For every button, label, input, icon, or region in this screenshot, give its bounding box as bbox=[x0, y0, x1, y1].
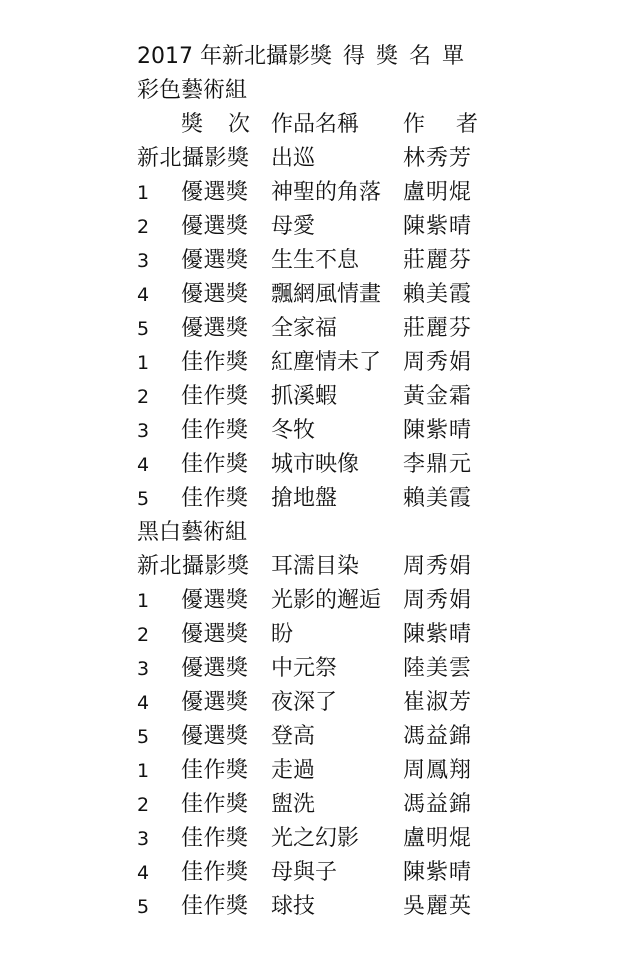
table-row bbox=[0, 686, 640, 720]
author-name: 陳紫晴 bbox=[403, 860, 473, 885]
award-type: 佳作獎 bbox=[181, 758, 249, 783]
work-title: 紅塵情未了 bbox=[271, 350, 382, 375]
rank-number: 2 bbox=[137, 386, 150, 408]
section-name: 彩色藝術組 bbox=[137, 78, 248, 103]
author-name: 吳麗英 bbox=[403, 894, 473, 919]
table-row bbox=[0, 346, 640, 380]
author-name: 李鼎元 bbox=[403, 452, 473, 477]
top-award-name: 新北攝影獎 bbox=[137, 554, 250, 579]
author-name: 周秀娟 bbox=[403, 588, 473, 613]
table-row bbox=[0, 652, 640, 686]
title-prefix: 2017 年新北攝影獎 bbox=[137, 44, 332, 69]
column-headers bbox=[0, 108, 640, 142]
award-type: 佳作獎 bbox=[181, 792, 249, 817]
title-suffix: 得 獎 名 單 bbox=[343, 44, 466, 69]
award-type: 優選獎 bbox=[181, 656, 249, 681]
table-row bbox=[0, 584, 640, 618]
author-name: 周秀娟 bbox=[403, 350, 473, 375]
table-row bbox=[0, 312, 640, 346]
award-type: 佳作獎 bbox=[181, 350, 249, 375]
work-title: 光之幻影 bbox=[271, 826, 360, 851]
table-row bbox=[0, 822, 640, 856]
rank-number: 3 bbox=[137, 828, 150, 850]
rank-number: 5 bbox=[137, 488, 150, 510]
top-award-row-color bbox=[0, 142, 640, 176]
table-row bbox=[0, 448, 640, 482]
author-name: 莊麗芬 bbox=[403, 316, 473, 341]
award-type: 優選獎 bbox=[181, 622, 249, 647]
award-type: 優選獎 bbox=[181, 282, 249, 307]
author-name: 陸美雲 bbox=[403, 656, 473, 681]
table-row bbox=[0, 278, 640, 312]
award-type: 優選獎 bbox=[181, 588, 249, 613]
work-title: 盥洗 bbox=[271, 792, 316, 817]
author-name: 陳紫晴 bbox=[403, 418, 473, 443]
table-row bbox=[0, 244, 640, 278]
award-type: 優選獎 bbox=[181, 248, 249, 273]
work-title: 球技 bbox=[271, 894, 316, 919]
section-name: 黑白藝術組 bbox=[137, 520, 248, 545]
work-title: 中元祭 bbox=[271, 656, 338, 681]
author-name: 黃金霜 bbox=[403, 384, 473, 409]
rank-number: 4 bbox=[137, 862, 150, 884]
top-award-row-bw bbox=[0, 550, 640, 584]
author-name: 馮益錦 bbox=[403, 724, 473, 749]
rank-number: 1 bbox=[137, 590, 150, 612]
author-name: 崔淑芳 bbox=[403, 690, 473, 715]
author-name: 賴美霞 bbox=[403, 486, 473, 511]
author-name: 盧明焜 bbox=[403, 826, 473, 851]
author-name: 盧明焜 bbox=[403, 180, 473, 205]
table-row bbox=[0, 754, 640, 788]
table-row bbox=[0, 788, 640, 822]
award-type: 優選獎 bbox=[181, 690, 249, 715]
author-name: 陳紫晴 bbox=[403, 622, 473, 647]
author-name: 林秀芳 bbox=[403, 146, 473, 171]
table-row bbox=[0, 720, 640, 754]
author-name: 馮益錦 bbox=[403, 792, 473, 817]
award-type: 佳作獎 bbox=[181, 826, 249, 851]
section-heading-bw bbox=[0, 516, 640, 550]
author-name: 賴美霞 bbox=[403, 282, 473, 307]
rank-number: 5 bbox=[137, 726, 150, 748]
award-type: 優選獎 bbox=[181, 724, 249, 749]
section-heading-color bbox=[0, 74, 640, 108]
award-type: 佳作獎 bbox=[181, 894, 249, 919]
work-title: 神聖的角落 bbox=[271, 180, 382, 205]
rank-number: 4 bbox=[137, 284, 150, 306]
author-name: 陳紫晴 bbox=[403, 214, 473, 239]
table-row bbox=[0, 380, 640, 414]
rank-number: 3 bbox=[137, 420, 150, 442]
work-title: 夜深了 bbox=[271, 690, 338, 715]
table-row bbox=[0, 890, 640, 924]
work-title: 耳濡目染 bbox=[271, 554, 360, 579]
work-title: 冬牧 bbox=[271, 418, 316, 443]
author-name: 周秀娟 bbox=[403, 554, 473, 579]
award-type: 優選獎 bbox=[181, 316, 249, 341]
rank-number: 3 bbox=[137, 658, 150, 680]
rank-number: 1 bbox=[137, 352, 150, 374]
table-row bbox=[0, 618, 640, 652]
work-title: 盼 bbox=[271, 622, 294, 647]
rank-number: 4 bbox=[137, 454, 150, 476]
work-title: 登高 bbox=[271, 724, 316, 749]
header-award: 獎 次 bbox=[181, 112, 259, 137]
author-name: 周鳳翔 bbox=[403, 758, 473, 783]
award-type: 佳作獎 bbox=[181, 452, 249, 477]
work-title: 全家福 bbox=[271, 316, 338, 341]
work-title: 走過 bbox=[271, 758, 316, 783]
award-type: 佳作獎 bbox=[181, 384, 249, 409]
rank-number: 4 bbox=[137, 692, 150, 714]
work-title: 飄網風情畫 bbox=[271, 282, 382, 307]
rank-number: 2 bbox=[137, 216, 150, 238]
author-name: 莊麗芬 bbox=[403, 248, 473, 273]
table-row bbox=[0, 856, 640, 890]
table-row bbox=[0, 482, 640, 516]
work-title: 城市映像 bbox=[271, 452, 360, 477]
award-type: 優選獎 bbox=[181, 214, 249, 239]
work-title: 光影的邂逅 bbox=[271, 588, 382, 613]
work-title: 搶地盤 bbox=[271, 486, 338, 511]
table-row bbox=[0, 210, 640, 244]
top-award-name: 新北攝影獎 bbox=[137, 146, 250, 171]
table-row bbox=[0, 176, 640, 210]
header-work: 作品名稱 bbox=[271, 112, 360, 137]
work-title: 出巡 bbox=[271, 146, 316, 171]
rank-number: 1 bbox=[137, 182, 150, 204]
rank-number: 5 bbox=[137, 318, 150, 340]
rank-number: 2 bbox=[137, 624, 150, 646]
rank-number: 3 bbox=[137, 250, 150, 272]
rank-number: 1 bbox=[137, 760, 150, 782]
work-title: 母愛 bbox=[271, 214, 316, 239]
rank-number: 5 bbox=[137, 896, 150, 918]
award-type: 佳作獎 bbox=[181, 418, 249, 443]
award-type: 優選獎 bbox=[181, 180, 249, 205]
work-title: 抓溪蝦 bbox=[271, 384, 338, 409]
rank-number: 2 bbox=[137, 794, 150, 816]
table-row bbox=[0, 414, 640, 448]
award-type: 佳作獎 bbox=[181, 860, 249, 885]
work-title: 母與子 bbox=[271, 860, 338, 885]
award-type: 佳作獎 bbox=[181, 486, 249, 511]
work-title: 生生不息 bbox=[271, 248, 360, 273]
document-title bbox=[0, 40, 640, 74]
header-author: 作 者 bbox=[403, 112, 490, 137]
